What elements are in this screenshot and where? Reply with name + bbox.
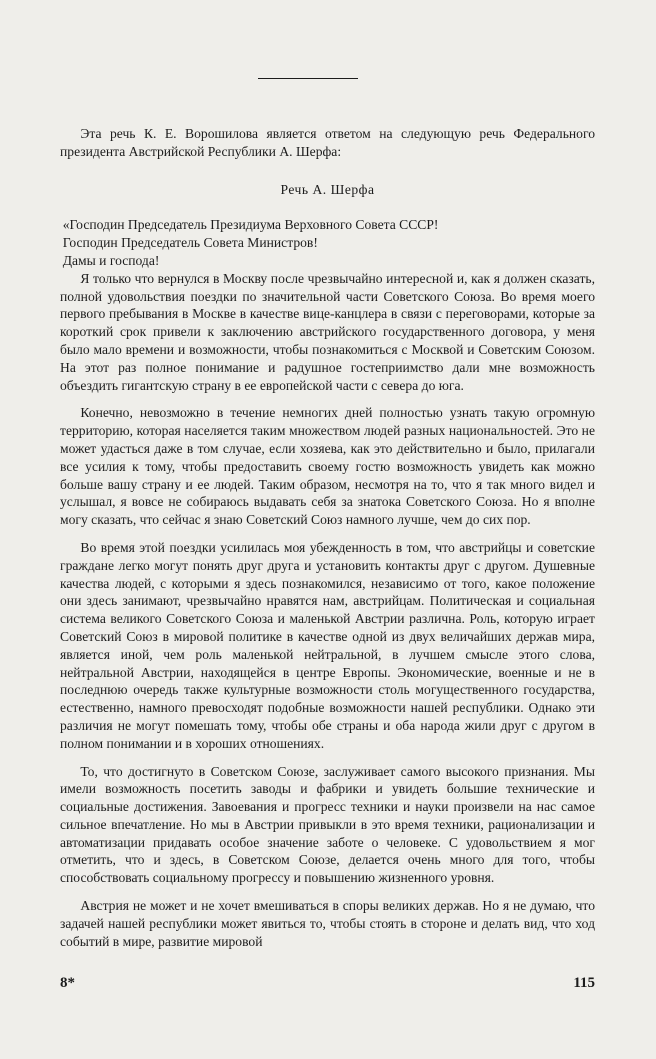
speech-paragraph: Я только что вернулся в Москву после чрезвычайно интересной и, как я должен сказать, полной удовольствия поездки по значительной части Советского Союза. Во время моего первого пребывания в Москве в качестве вице-канцлера в связи с переговорами, которые за короткий срок привели к заключению австрийского государственного договора, у меня было мало времени и возможности, чтобы познакомиться с Москвой и Советским Союзом. На этот раз полное понимание и радушное гостеприимство дали мне возможность объездить гигантскую страну в ее европейской части с севера до юга. [60, 270, 595, 393]
page-body [60, 125, 595, 960]
signature-mark: 8* [60, 975, 75, 991]
top-rule-divider [258, 78, 358, 79]
speech-paragraph: Во время этой поездки усилилась моя убежденность в том, что австрийцы и советские граждане легко могут понять друг друга и установить контакты друг с другом. Душевные качества людей, с которыми я здесь познакомился, независимо от того, какое положение они здесь занимают, чрезвычайно нравятся нам, австрийцам. Политическая и социальная система великого Советского Союза и маленькой Австрии различна. Роль, которую играет Советский Союз в мировой политике в качестве одной из двух величайших держав мира, является иной, чем роль маленькой нейтральной, в лучшем смысле этого слова, нейтральной Австрии, находящейся в центре Европы. Экономические, военные и не в последнюю очередь также культурные возможности столь могущественного государства, естественно, намного превосходят подобные возможности нашей республики. Однако эти различия не могут помешать тому, чтобы обе страны и оба народа жили друг с другом в полном понимании и в хороших отношениях. [60, 539, 595, 751]
greeting-line: «Господин Председатель Президиума Верховного Совета СССР! [62, 217, 439, 233]
greeting-line: Дамы и господа! [62, 252, 160, 268]
speech-paragraph: То, что достигнуто в Советском Союзе, заслуживает самого высокого признания. Мы имели возможность посетить заводы и фабрики и увидеть большие технические и социальные достижения. Завоевания и прогресс техники и науки произвели на нас самое сильное впечатление. Но мы в Австрии привыкли в это время техники, рационализации и автоматизации придавать особое значение заботе о человеке. С удовольствием я мог отметить, что и здесь, в Советском Союзе, делается очень много для того, чтобы способствовать социальному прогрессу и повышению жизненного уровня. [60, 763, 595, 886]
speech-paragraph: Конечно, невозможно в течение немногих дней полностью узнать такую огромную территорию, которая населяется таким множеством людей разных национальностей. Это не может удасться даже в том случае, если хозяева, как это действительно и было, прилагали все усилия к тому, чтобы предоставить своему гостю возможность увидеть как можно больше вашу страну и ее людей. Таким образом, несмотря на то, что я так много видел и услышал, я вовсе не собираюсь выдавать себя за знатока Советского Союза. Но я вполне могу сказать, что сейчас я знаю Советский Союз намного лучше, чем до сих пор. [60, 405, 595, 528]
speech-paragraph: Австрия не может и не хочет вмешиваться в споры великих держав. Но я не думаю, что задачей нашей республики может явиться то, чтобы стоять в стороне и делать вид, что ход событий в мире, развитие мировой [60, 898, 595, 949]
greeting-line: Господин Председатель Совета Министров! [62, 235, 318, 251]
intro-paragraph: Эта речь К. Е. Ворошилова является ответом на следующую речь Федерального президента Австрийской Республики А. Шерфа: [60, 126, 595, 159]
speech-heading: Речь А. Шерфа [280, 181, 375, 197]
page-number: 115 [573, 975, 595, 991]
